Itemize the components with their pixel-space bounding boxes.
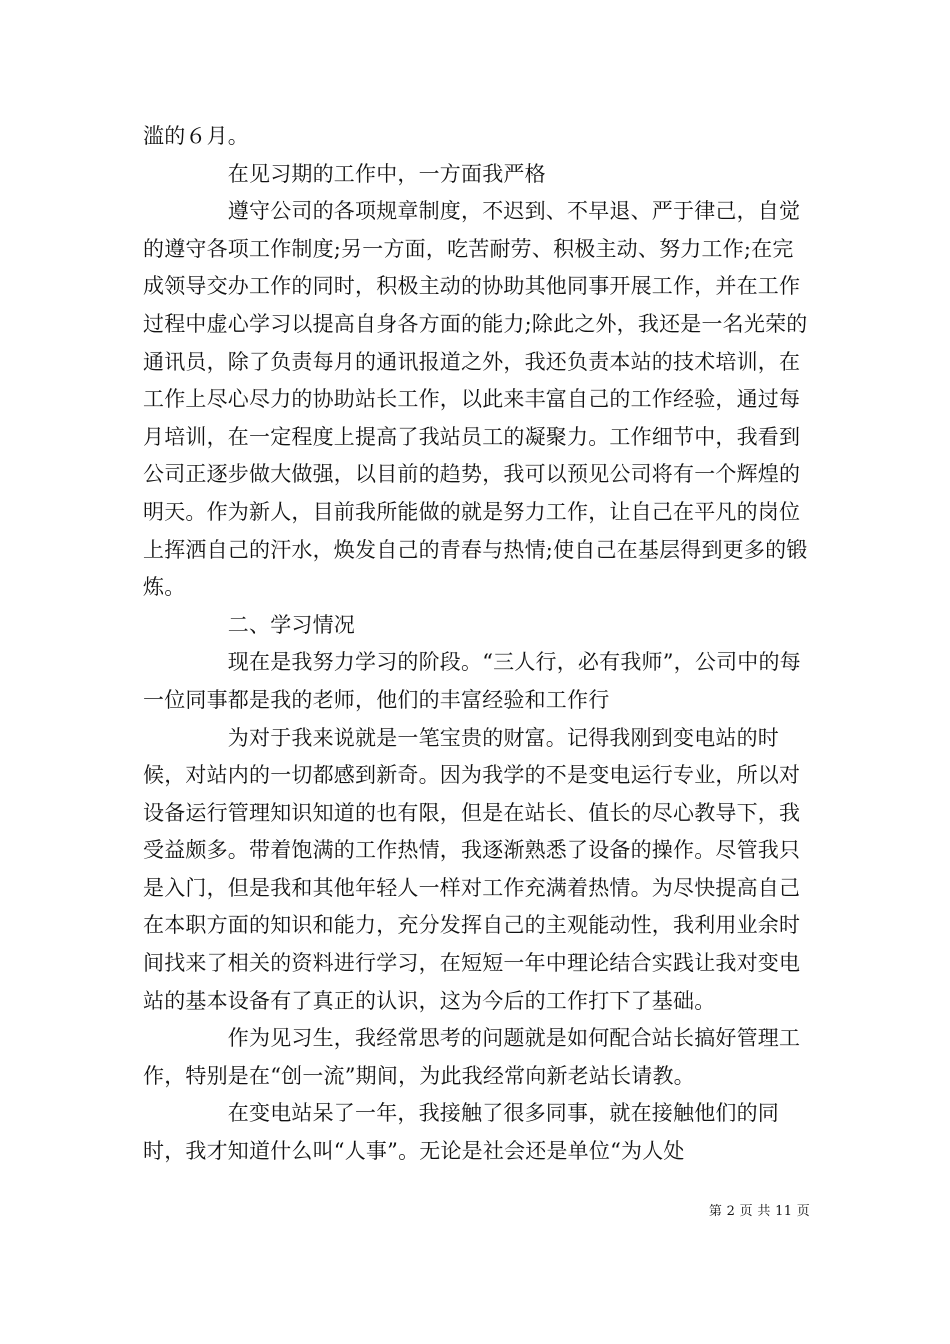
paragraph-1: 滥的６月。 [143,124,249,148]
paragraph-2: 在见习期的工作中，一方面我严格 [143,161,546,186]
page-number-footer: 第 2 页 共 11 页 [708,1204,810,1219]
paragraph-6: 为对于我来说就是一笔宝贵的财富。记得我刚到变电站的时候，对站内的一切都感到新奇。因为我学的不是变电运行专业，所以对设备运行管理知识知道的也有限，但是在站长、值长的尽心教导下，我受益颇多。带着饱满的工作热情，我逐渐熟悉了设备的操作。尽管我只是入门，但是我和其他年轻人一样对工作充满着热情。为尽快提高自己在本职方面的知识和能力，充分发挥自己的主观能动性，我利用业余时间找来了相关的资料进行学习，在短短一年中理论结合实践让我对变电站的基本设备有了真正的认识，这为今后的工作打下了基础。 [143,725,801,1013]
paragraph-3: 遵守公司的各项规章制度，不迟到、不早退、严于律己，自觉的遵守各项工作制度;另一方面，吃苦耐劳、积极主动、努力工作;在完成领导交办工作的同时，积极主动的协助其他同事开展工作，并在工作过程中虚心学习以提高自身各方面的能力;除此之外，我还是一名光荣的通讯员，除了负责每月的通讯报道之外，我还负责本站的技术培训，在工作上尽心尽力的协助站长工作，以此来丰富自己的工作经验，通过每月培训，在一定程度上提高了我站员工的凝聚力。工作细节中，我看到公司正逐步做大做强，以目前的趋势，我可以预见公司将有一个辉煌的明天。作为新人，目前我所能做的就是努力工作，让自己在平凡的岗位上挥洒自己的汗水，焕发自己的青春与热情;使自己在基层得到更多的锻炼。 [143,199,808,600]
paragraph-7: 作为见习生，我经常思考的问题就是如何配合站长搞好管理工作，特别是在“创一流”期间，为此我经常向新老站长请教。 [143,1026,801,1088]
document-body [143,118,813,1171]
paragraph-5: 现在是我努力学习的阶段。“三人行，必有我师”，公司中的每一位同事都是我的老师，他们的丰富经验和工作行 [143,650,801,712]
section-heading-study: 二、学习情况 [143,612,355,637]
paragraph-8: 在变电站呆了一年，我接触了很多同事，就在接触他们的同时，我才知道什么叫“人事”。无论是社会还是单位“为人处 [143,1101,779,1164]
